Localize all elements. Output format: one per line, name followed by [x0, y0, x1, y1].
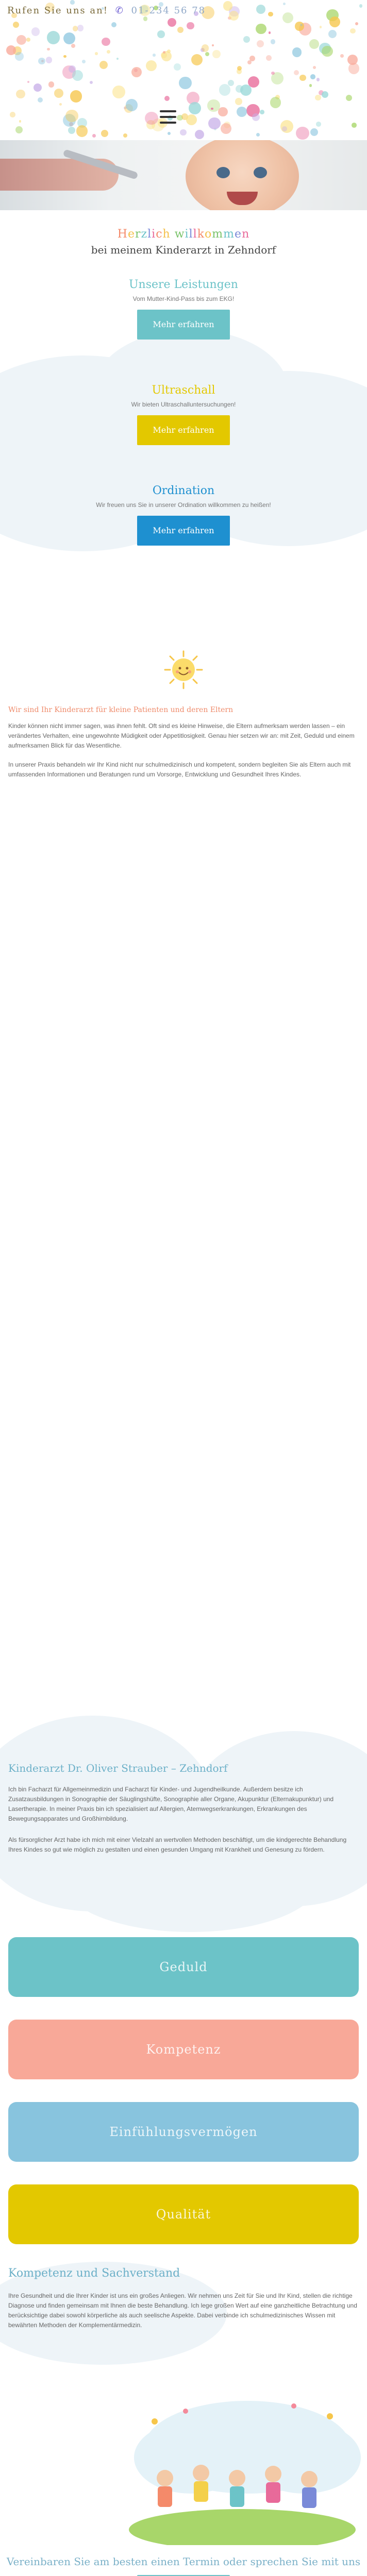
header [0, 0, 367, 140]
service-text: Wir freuen uns Sie in unserer Ordination willkommen zu heißen! [96, 501, 271, 509]
kids-illustration [124, 2380, 361, 2545]
practice-paragraph: Ich bin Facharzt für Allgemeinmedizin und Facharzt für Kinder- und Jugendheilkunde. Außerdem besitze ich Zusatzausbildungen in Sonographie der Säuglingshüfte, Sonographie aller Organe, Akupunktur (Elternakupunktur) und Lasertherapie. In meiner Praxis bin ich spezialisiert auf Allergien, Atemwegserkrankungen, Erkrankungen des Bewegungsapparates und Großhirnbildung. [8, 1786, 334, 1822]
intro-paragraph: In unserer Praxis behandeln wir Ihr Kind nicht nur schulmedizinisch und kompetent, sondern begleiten Sie als Eltern auch mit umfassenden Informationen und Beratungen rund um Vorsorge, Entwicklung und Gesundheit Ihres Kindes. [8, 761, 351, 778]
service-block-ultraschall [0, 384, 367, 445]
menu-button[interactable] [160, 110, 176, 124]
welcome-heading: Herzlich willkommen [117, 228, 250, 241]
phone-link[interactable]: 01-234 56 78 [131, 5, 206, 16]
principles-heading: Kompetenz und Sachverstand [8, 2267, 180, 2280]
service-text: Wir bieten Ultraschalluntersuchungen! [131, 401, 236, 408]
cta-heading: Vereinbaren Sie am besten einen Termin oder sprechen Sie mit uns [6, 2555, 361, 2568]
tile-kompetenz[interactable]: Kompetenz [8, 2020, 359, 2079]
hero-baby [186, 140, 299, 210]
service-block-leistungen [0, 278, 367, 340]
principles-text: Ihre Gesundheit und die Ihrer Kinder ist uns ein großes Anliegen. Wir nehmen uns Zeit für Sie und Ihr Kind, stellen die richtige Diagnose und finden gemeinsam mit Ihnen die beste Behandlung. Ich lege großen Wert auf eine ganzheitliche Betrachtung und berücksichtige dabei sowohl körperliche als auch seelische Aspekte. Dabei verbinde ich schulmedizinisches Wissen mit bewährten Methoden der Komplementärmedizin. [8, 2292, 357, 2329]
practice-section [8, 1762, 359, 1866]
ordination-button[interactable]: Mehr erfahren [137, 516, 230, 546]
practice-paragraph: Als fürsorglicher Arzt habe ich mich mit einer Vielzahl an wertvollen Methoden beschäftigt, um die kindgerechte Behandlung Ihres Kindes so gut wie möglich zu gestalten und einen gesunden Umgang mit Krankheit und Genesung zu fördern. [8, 1836, 347, 1853]
service-text: Vom Mutter-Kind-Pass bis zum EKG! [132, 295, 235, 302]
confetti-decoration [0, 0, 367, 140]
practice-heading: Kinderarzt Dr. Oliver Strauber – Zehndorf [8, 1762, 228, 1774]
ultraschall-button[interactable]: Mehr erfahren [137, 415, 230, 445]
intro-heading: Wir sind Ihr Kinderarzt für kleine Patienten und deren Eltern [8, 706, 233, 714]
phone-icon: ✆ [115, 5, 124, 16]
welcome-section [0, 228, 367, 256]
tile-qualitaet[interactable]: Qualität [8, 2184, 359, 2244]
call-label: Rufen Sie uns an! [7, 5, 108, 16]
service-title: Unsere Leistungen [129, 278, 238, 291]
menu-icon [160, 110, 176, 112]
sun-icon [163, 649, 204, 690]
cta-section [0, 2555, 367, 2576]
tile-geduld[interactable]: Geduld [8, 1937, 359, 1997]
intro-section [8, 706, 359, 789]
intro-paragraph: Kinder können nicht immer sagen, was ihnen fehlt. Oft sind es kleine Hinweise, die Eltern aufmerksam werden lassen – ein verändertes Verhalten, eine ungewohnte Müdigkeit oder Appetitlosigkeit. Genau hier setzen wir an: mit Zeit, Geduld und einem aufmerksamen Blick für das Wesentliche. [8, 722, 355, 749]
call-bar [7, 5, 206, 16]
service-block-ordination [0, 484, 367, 546]
hero-image [0, 140, 367, 210]
leistungen-button[interactable]: Mehr erfahren [137, 310, 230, 340]
service-title: Ordination [152, 484, 215, 497]
welcome-subtitle: bei meinem Kinderarzt in Zehndorf [91, 244, 276, 256]
service-title: Ultraschall [152, 384, 215, 397]
tile-einfuehlungsvermoegen[interactable]: Einfühlungsvermögen [8, 2102, 359, 2162]
principles-section [8, 2267, 359, 2330]
